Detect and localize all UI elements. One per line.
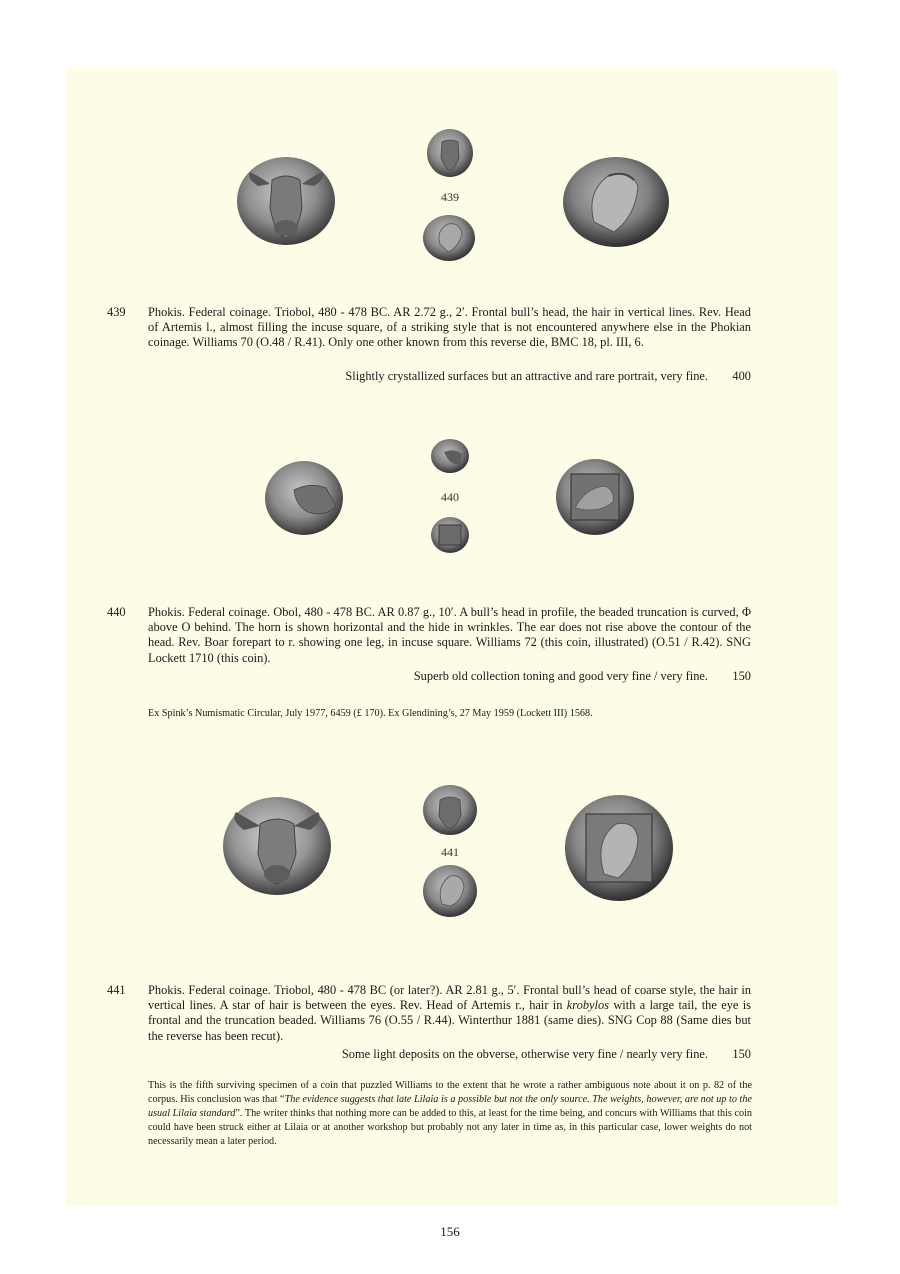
lot-condition: Slightly crystallized surfaces but an attractive and rare portrait, very fine. bbox=[345, 369, 708, 383]
lot-441-commentary bbox=[148, 1079, 752, 1149]
coin-439-reverse-small bbox=[422, 214, 476, 262]
coin-440-obverse-small bbox=[430, 438, 470, 474]
coin-440-reverse-large bbox=[555, 458, 635, 536]
lot-440-provenance: Ex Spink’s Numismatic Circular, July 1977, 6459 (£ 170). Ex Glendining’s, 27 May 1959 (Lockett III) 1568. bbox=[148, 708, 593, 719]
coin-440-obverse-large bbox=[264, 460, 344, 536]
coin-440-reverse-small bbox=[430, 516, 470, 554]
coin-441-obverse-large bbox=[222, 796, 332, 896]
commentary-quote: The evidence suggests that late Lilaia is a possible but not the only source. The weights, however, are not up to the usual Lilaia standard bbox=[148, 1094, 753, 1119]
lot-condition: Some light deposits on the obverse, otherwise very fine / nearly very fine. bbox=[341, 1047, 708, 1061]
lot-description bbox=[148, 983, 751, 1044]
lot-description-text-end: with a large tail, the eye is frontal and the truncation beaded. Williams 76 (O.55 / R.44). Winterthur 1881 (same dies). SNG Cop 88 (Same dies but the reverse has been recut). bbox=[148, 998, 751, 1043]
lot-description-italic: krobylos bbox=[566, 998, 610, 1013]
lot-440 bbox=[107, 605, 752, 685]
commentary-text-end: ”. The writer thinks that nothing more can be added to this, at least for the time being, and concurs with Williams that this coin could have been struck either at Lilaia or at another workshop but probably not any later in time as, in this particular case, lower weights do not necessarily mean a later period. bbox=[148, 1108, 752, 1147]
lot-condition: Superb old collection toning and good very fine / very fine. bbox=[413, 669, 708, 683]
page-number: 156 bbox=[440, 1224, 460, 1239]
coin-439-reverse-large bbox=[562, 156, 670, 248]
lot-description: Phokis. Federal coinage. Obol, 480 - 478 BC. AR 0.87 g., 10′. A bull’s head in profile, the beaded truncation is curved, Φ above O behind. The horn is shown horizontal and the hide in wrinkles. The ear does not rise above the contour of the head. Rev. Boar forepart to r. showing one leg, in incuse square. Williams 72 (this coin, illustrated) (O.51 / R.42). SNG Lockett 1710 (this coin). bbox=[148, 605, 751, 665]
lot-description-text: Phokis. Federal coinage. Triobol, 480 - 478 BC (or later?). AR 2.81 g., 5′. Frontal bull’s head of coarse style, the hair in vertical lines. A star of hair is between the eyes. Rev. Head of Artemis r., hair in bbox=[148, 983, 751, 1013]
lot-number: 440 bbox=[107, 605, 126, 619]
lot-441 bbox=[107, 983, 752, 1063]
lot-description: Phokis. Federal coinage. Triobol, 480 - 478 BC. AR 2.72 g., 2′. Frontal bull’s head, the hair in vertical lines. Rev. Head of Artemis l., almost filling the incuse square, of a striking style that is not encountered anywhere else in the Phokian coinage. Williams 70 (O.48 / R.41). Only one other known from this reverse die, BMC 18, pl. III, 6. bbox=[148, 305, 751, 350]
coin-440-label: 440 bbox=[441, 490, 459, 504]
coin-441-obverse-small bbox=[422, 784, 478, 836]
coin-439-obverse-large bbox=[236, 156, 336, 246]
lot-number: 441 bbox=[107, 983, 126, 997]
lot-estimate: 150 bbox=[732, 1047, 751, 1061]
lot-estimate: 400 bbox=[732, 369, 751, 383]
coin-441-reverse-large bbox=[564, 794, 674, 902]
commentary-text: This is the fifth surviving specimen of a coin that puzzled Williams to the extent that he wrote a rather ambiguous note about it on p. 82 of the corpus. His conclusion was that “ bbox=[148, 1080, 752, 1105]
lot-estimate: 150 bbox=[732, 669, 751, 683]
coin-439-obverse-small bbox=[426, 128, 474, 178]
lot-number: 439 bbox=[107, 305, 126, 319]
coin-441-reverse-small bbox=[422, 864, 478, 918]
coin-439-label: 439 bbox=[441, 190, 459, 204]
lot-439 bbox=[107, 305, 752, 385]
coin-441-label: 441 bbox=[441, 845, 459, 859]
